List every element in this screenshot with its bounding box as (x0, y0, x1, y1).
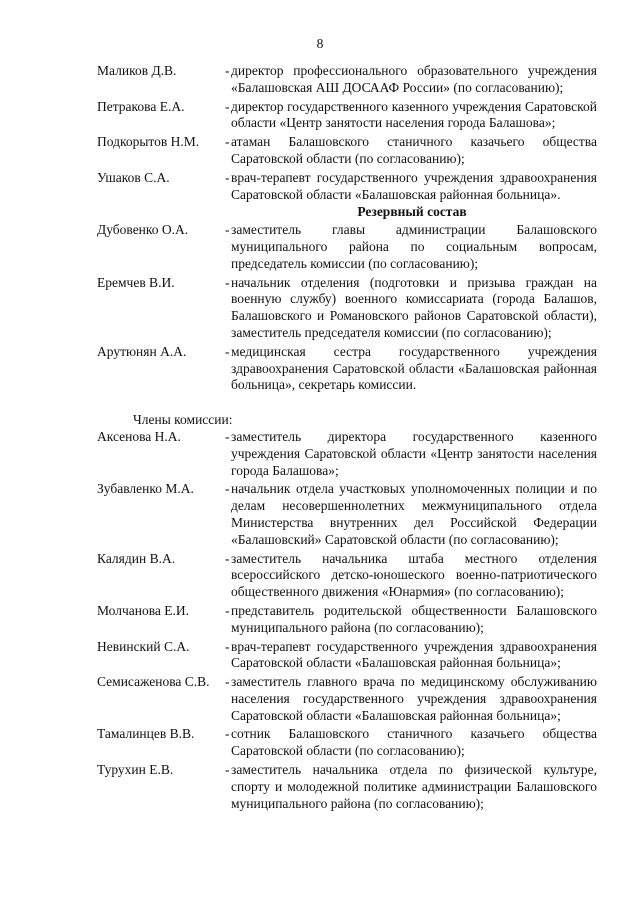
person-position: врач-терапевт государственного учреждения здравоохранения Саратовской области «Балашовская районная больница»; (231, 638, 597, 671)
person-name: Тамалинцев В.В. (97, 726, 195, 742)
person-position: заместитель начальника отдела по физической культуре, спорту и молодежной политике администрации Балашовского муниципального района (по согласованию); (231, 762, 597, 811)
person-position: заместитель начальника штаба местного отделения всероссийского детско-юношеского военно-патриотического общественного движения «Юнармия» (по согласованию); (231, 550, 597, 600)
list-item (97, 222, 597, 272)
spacer (97, 396, 597, 412)
list-item (97, 429, 597, 479)
person-position: атаман Балашовского станичного казачьего общества Саратовской области (по согласованию); (231, 134, 597, 166)
person-position: представитель родительской общественности Балашовского муниципального района (по согласованию); (231, 602, 597, 635)
dash-separator: - (225, 343, 230, 359)
dash-separator: - (225, 638, 230, 654)
dash-separator: - (225, 481, 230, 497)
list-item (97, 275, 597, 342)
person-position: начальник отдела участковых уполномоченных полиции и по делам несовершеннолетних межмуниципального отдела Министерства внутренних дел Российской Федерации «Балашовский» Саратовской области (по согласованию); (231, 481, 597, 547)
list-item (97, 726, 597, 760)
list-item (97, 134, 597, 168)
dash-separator: - (225, 63, 230, 78)
section-commission-members (97, 429, 597, 813)
list-item (97, 481, 597, 548)
list-item (97, 63, 597, 97)
reserve-heading: Резервный состав (357, 204, 467, 220)
list-item (97, 639, 597, 673)
person-name: Петракова Е.А. (97, 98, 185, 114)
person-name: Арутюнян А.А. (97, 343, 187, 359)
person-name: Подкорытов Н.М. (97, 134, 200, 150)
commission-list (97, 63, 597, 814)
members-label: Члены комиссии: (133, 412, 233, 428)
person-name: Зубавленко М.А. (97, 481, 194, 497)
person-name: Аксенова Н.А. (97, 428, 181, 444)
dash-separator: - (225, 726, 230, 742)
list-item (97, 344, 597, 394)
page-number: 8 (316, 36, 324, 51)
person-name: Турухин Е.В. (97, 762, 174, 778)
person-position: начальник отделения (подготовки и призыва граждан на военную службу) военного комиссариата (города Балашов, Балашовского и Романовского районов Саратовской области), заместитель председателя комиссии (по согласованию); (231, 274, 597, 340)
dash-separator: - (225, 98, 230, 114)
person-name: Дубовенко О.А. (97, 222, 189, 238)
person-name: Семисаженова С.В. (97, 674, 210, 690)
section-reserve (97, 222, 597, 394)
dash-separator: - (225, 428, 230, 444)
dash-separator: - (225, 134, 230, 150)
person-name: Маликов Д.В. (97, 63, 177, 78)
section-main-members (97, 63, 597, 203)
person-name: Молчанова Е.И. (97, 602, 190, 618)
list-item (97, 170, 597, 204)
dash-separator: - (225, 274, 230, 290)
list-item (97, 674, 597, 724)
person-name: Ушаков С.А. (97, 169, 170, 185)
dash-separator: - (225, 222, 230, 238)
person-position: медицинская сестра государственного учреждения здравоохранения Саратовской области «Балашовская районная больница», секретарь комиссии. (231, 343, 597, 393)
person-name: Калядин В.А. (97, 550, 176, 566)
person-position: сотник Балашовского станичного казачьего общества Саратовской области (по согласованию); (231, 726, 597, 759)
dash-separator: - (225, 762, 230, 778)
person-name: Еремчев В.И. (97, 274, 175, 290)
person-position: директор государственного казенного учреждения Саратовской области «Центр занятости населения города Балашова»; (231, 98, 597, 131)
list-item (97, 551, 597, 601)
list-item (97, 603, 597, 637)
person-position: заместитель главного врача по медицинскому обслуживанию населения государственного учреждения здравоохранения Саратовской области «Балашовская районная больница»; (231, 674, 597, 723)
person-position: заместитель директора государственного казенного учреждения Саратовской области «Центр занятости населения города Балашова»; (231, 428, 597, 478)
list-item (97, 99, 597, 133)
person-name: Невинский С.А. (97, 638, 190, 654)
dash-separator: - (225, 602, 230, 618)
person-position: заместитель главы администрации Балашовского муниципального района по социальным вопросам, председатель комиссии (по согласованию); (231, 222, 597, 271)
dash-separator: - (225, 550, 230, 566)
dash-separator: - (225, 169, 230, 185)
person-position: директор профессионального образовательного учреждения «Балашовская АШ ДОСААФ России» (по согласованию); (231, 63, 597, 95)
dash-separator: - (225, 674, 230, 690)
list-item (97, 762, 597, 812)
person-position: врач-терапевт государственного учреждения здравоохранения Саратовской области «Балашовская районная больница». (231, 169, 597, 202)
